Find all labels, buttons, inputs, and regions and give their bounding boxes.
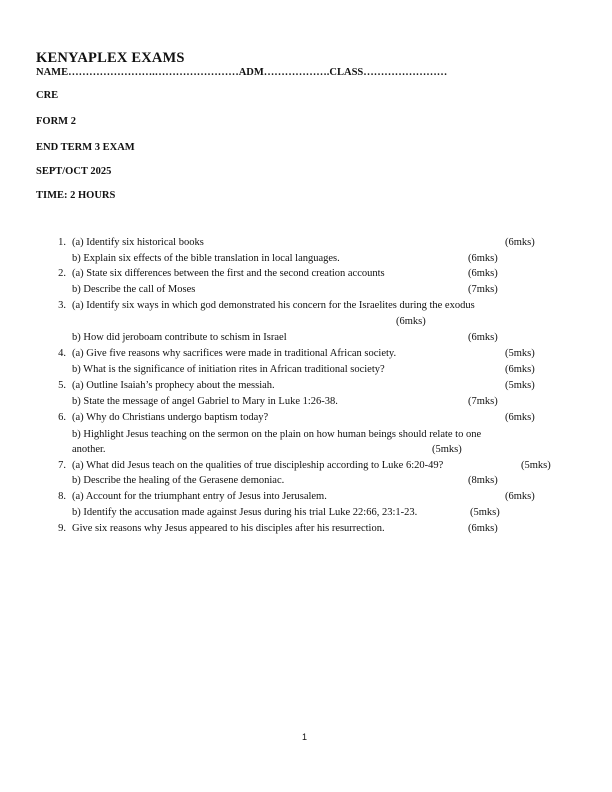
question-7b-marks: (8mks) — [468, 475, 498, 486]
question-1a-marks: (6mks) — [505, 237, 535, 248]
question-2a-marks: (6mks) — [468, 268, 498, 279]
question-2b-text: b) Describe the call of Moses — [72, 284, 196, 295]
question-number: 1. — [58, 237, 66, 248]
question-8b-text: b) Identify the accusation made against Jesus during his trial Luke 22:66, 23:1-23. — [72, 507, 418, 518]
question-2a-text: (a) State six differences between the first and the second creation accounts — [72, 268, 385, 279]
question-number: 5. — [58, 380, 66, 391]
question-3b-marks: (6mks) — [468, 332, 498, 343]
question-7a-text: (a) What did Jesus teach on the qualities of true discipleship according to Luke 6:20-49? — [72, 460, 444, 471]
question-7b-text: b) Describe the healing of the Gerasene demoniac. — [72, 475, 285, 486]
question-8a-text: (a) Account for the triumphant entry of Jesus into Jerusalem. — [72, 491, 327, 502]
question-4a-marks: (5mks) — [505, 348, 535, 359]
question-8b-marks: (5mks) — [470, 507, 500, 518]
question-7a-marks: (5mks) — [521, 460, 551, 471]
question-3a-text: (a) Identify six ways in which god demonstrated his concern for the Israelites during the exodus — [72, 300, 475, 311]
question-5b-marks: (7mks) — [468, 396, 498, 407]
question-number: 6. — [58, 412, 66, 423]
question-9-marks: (6mks) — [468, 523, 498, 534]
session-label: SEPT/OCT 2025 — [36, 166, 112, 177]
question-6b-text: b) Highlight Jesus teaching on the sermon on the plain on how human beings should relate to one — [72, 429, 482, 440]
question-2b-marks: (7mks) — [468, 284, 498, 295]
question-3a-marks: (6mks) — [396, 316, 426, 327]
subject-label: CRE — [36, 90, 59, 101]
question-4a-text: (a) Give five reasons why sacrifices were made in traditional African society. — [72, 348, 397, 359]
question-3b-text: b) How did jeroboam contribute to schism in Israel — [72, 332, 287, 343]
question-5b-text: b) State the message of angel Gabriel to Mary in Luke 1:26-38. — [72, 396, 338, 407]
question-number: 7. — [58, 460, 66, 471]
question-1b-text: b) Explain six effects of the bible translation in local languages. — [72, 253, 340, 264]
question-5a-marks: (5mks) — [505, 380, 535, 391]
question-8a-marks: (6mks) — [505, 491, 535, 502]
exam-label: END TERM 3 EXAM — [36, 142, 135, 153]
question-number: 3. — [58, 300, 66, 311]
time-label: TIME: 2 HOURS — [36, 190, 116, 201]
question-number: 2. — [58, 268, 66, 279]
question-6b-continuation: another. — [72, 444, 106, 455]
question-6a-marks: (6mks) — [505, 412, 535, 423]
question-5a-text: (a) Outline Isaiah’s prophecy about the messiah. — [72, 380, 275, 391]
question-4b-marks: (6mks) — [505, 364, 535, 375]
question-number: 4. — [58, 348, 66, 359]
question-4b-text: b) What is the significance of initiation rites in African traditional society? — [72, 364, 385, 375]
question-1b-marks: (6mks) — [468, 253, 498, 264]
question-number: 8. — [58, 491, 66, 502]
page-number: 1 — [302, 732, 308, 742]
question-number: 9. — [58, 523, 66, 534]
question-6a-text: (a) Why do Christians undergo baptism today? — [72, 412, 269, 423]
question-9-text: Give six reasons why Jesus appeared to his disciples after his resurrection. — [72, 523, 385, 534]
question-6b-marks: (5mks) — [432, 444, 462, 455]
exam-title: KENYAPLEX EXAMS — [36, 50, 185, 66]
form-label: FORM 2 — [36, 116, 76, 127]
name-adm-class-line: NAME…………………….……………………ADM……………….CLASS…………………… — [36, 67, 448, 78]
question-1a-text: (a) Identify six historical books — [72, 237, 204, 248]
